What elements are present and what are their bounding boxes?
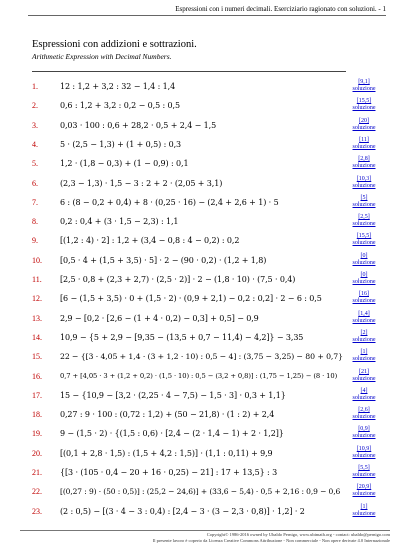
solution-label[interactable]: soluzione xyxy=(352,452,376,459)
solution-label[interactable]: soluzione xyxy=(352,356,376,363)
exercise-row xyxy=(0,389,400,407)
solution-link[interactable] xyxy=(352,349,376,363)
solution-link[interactable] xyxy=(352,79,376,93)
solution-label[interactable]: soluzione xyxy=(352,86,376,92)
solution-link[interactable] xyxy=(352,118,376,132)
exercise-number: 3. xyxy=(32,120,38,130)
exercise-row xyxy=(0,466,400,484)
solution-answer[interactable]: [2] xyxy=(360,329,368,336)
solution-label[interactable]: soluzione xyxy=(352,143,376,150)
solution-link[interactable] xyxy=(352,484,376,498)
solution-link[interactable] xyxy=(352,465,376,479)
exercise-row xyxy=(0,312,400,330)
exercise-expression: 9 − (1,5 · 2) · {(1,5 : 0,6) · [2,4 − (2 · 1,4 − 1) + 2 · 1,2]} xyxy=(60,429,284,439)
page-header: Espressioni con i numeri decimali. Eserciziario ragionato con soluzioni. - 1 xyxy=(28,5,386,16)
exercise-row xyxy=(0,80,400,98)
exercise-row xyxy=(0,196,400,214)
exercise-row xyxy=(0,292,400,310)
exercise-number: 16. xyxy=(32,371,42,381)
solution-answer[interactable]: [15,5] xyxy=(356,233,372,240)
exercise-row xyxy=(0,157,400,175)
exercise-expression: 22 − {[3 · 4,05 + 1,4 · (3 + 1,2 · 10) : 0,5 − 4] : (3,75 − 3,25) − 80 + 0,7} xyxy=(60,352,343,362)
exercise-expression: (2,3 − 1,3) · 1,5 − 3 : 2 + 2 · (2,05 + 3,1) xyxy=(60,178,223,188)
solution-link[interactable] xyxy=(352,291,376,305)
exercise-number: 18. xyxy=(32,410,42,420)
solution-answer[interactable]: [2,8] xyxy=(358,156,370,163)
exercise-number: 17. xyxy=(32,390,42,400)
exercise-expression: 0,6 : 1,2 + 3,2 : 0,2 − 0,5 : 0,5 xyxy=(60,101,180,111)
solution-label[interactable]: soluzione xyxy=(352,414,376,421)
exercise-number: 1. xyxy=(32,82,38,91)
exercise-number: 12. xyxy=(32,294,42,304)
exercise-row xyxy=(0,119,400,137)
title-divider xyxy=(32,71,346,72)
solution-label[interactable]: soluzione xyxy=(352,472,376,478)
solution-answer[interactable]: [1,4] xyxy=(358,310,370,317)
exercise-expression: 5 · (2,5 − 1,3) + (1 + 0,5) : 0,3 xyxy=(60,139,182,149)
exercise-expression: 2,9 − [0,2 · [2,6 − (1 + 4 · 0,2) − 0,3] + 0,5] − 0,9 xyxy=(60,313,259,323)
solution-link[interactable] xyxy=(352,156,376,170)
exercise-row xyxy=(0,331,400,349)
solution-link[interactable] xyxy=(352,98,376,112)
exercise-row xyxy=(0,215,400,233)
exercise-number: 5. xyxy=(32,159,38,169)
solution-link[interactable] xyxy=(352,407,376,421)
exercise-number: 22. xyxy=(32,487,42,497)
exercise-expression: 0,2 : 0,4 + (3 · 1,5 − 2,3) : 1,1 xyxy=(60,217,179,227)
solution-answer[interactable]: [10,9] xyxy=(356,445,372,452)
solution-label[interactable]: soluzione xyxy=(352,163,376,170)
solution-answer[interactable]: [21] xyxy=(359,368,369,375)
solution-answer[interactable]: [2,6] xyxy=(358,407,370,414)
exercise-number: 19. xyxy=(32,429,42,439)
exercise-number: 9. xyxy=(32,236,38,246)
solution-answer[interactable]: [0] xyxy=(360,272,368,278)
exercise-number: 6. xyxy=(32,178,38,188)
solution-answer[interactable]: [10,3] xyxy=(356,175,372,182)
solution-answer[interactable]: [5,5] xyxy=(358,465,370,471)
exercise-expression: 15 − {10,9 − [3,2 · (2,25 · 4 − 7,5) − 1,5 · 3] · 0,3 + 1,1} xyxy=(60,390,286,400)
solution-link[interactable] xyxy=(352,253,376,267)
footer-copyright: Copyright© 1986-2016 owned by Ubaldo Pernigo, www.ubimath.org - contact: ubaldo@pernigo.com xyxy=(206,532,390,537)
exercise-expression: 0,7 + [4,05 · 3 + (1,2 + 0,2) · (1,5 · 10) : 0,5 − (3,2 + 0,8)] : (1,75 − 1,25) − (8 · 10) xyxy=(60,371,338,380)
exercise-row xyxy=(0,408,400,426)
solution-label[interactable]: soluzione xyxy=(352,510,376,517)
solution-link[interactable] xyxy=(352,426,376,440)
solution-label[interactable]: soluzione xyxy=(352,317,376,324)
solution-link[interactable] xyxy=(352,388,376,402)
exercise-number: 8. xyxy=(32,217,38,227)
exercise-expression: 1,2 · (1,8 − 0,3) + (1 − 0,9) : 0,1 xyxy=(60,159,189,169)
solution-label[interactable]: soluzione xyxy=(352,491,376,498)
exercise-number: 20. xyxy=(32,448,42,458)
solution-answer[interactable]: [1] xyxy=(360,503,368,510)
solution-answer[interactable]: [0] xyxy=(360,252,368,259)
solution-link[interactable] xyxy=(352,330,376,344)
exercise-expression: 12 : 1,2 + 3,2 : 32 − 1,4 : 1,4 xyxy=(60,82,176,91)
exercise-number: 13. xyxy=(32,313,42,323)
exercise-row xyxy=(0,234,400,252)
solution-label[interactable]: soluzione xyxy=(352,240,376,247)
exercise-number: 2. xyxy=(32,101,38,111)
solution-label[interactable]: soluzione xyxy=(352,336,376,343)
exercise-expression: [(1,2 : 4) · 2] : 1,2 + (3,4 − 0,8 : 4 − 0,2) : 0,2 xyxy=(60,236,240,246)
exercise-row xyxy=(0,273,400,291)
solution-answer[interactable]: [5] xyxy=(360,194,368,201)
solution-answer[interactable]: [20] xyxy=(359,117,369,124)
exercise-expression: 6 : (8 − 0,2 + 0,4) + 8 · (0,25 · 16) − (2,4 + 2,6 + 1) · 5 xyxy=(60,197,279,207)
solution-label[interactable]: soluzione xyxy=(352,375,376,382)
solution-answer[interactable]: [20,9] xyxy=(356,484,372,491)
solution-answer[interactable]: [4] xyxy=(360,387,368,394)
solution-answer[interactable]: [15,5] xyxy=(356,98,372,105)
exercise-expression: [(0,27 : 9) · (50 : 0,5)] : (25,2 − 24,6)] + (33,6 − 5,4) · 0,5 + 2,16 : 0,9 − 0,6 xyxy=(60,487,341,497)
exercise-expression: 0,27 : 9 · 100 : (0,72 : 1,2) + (50 − 21,8) · (1 : 2) + 2,4 xyxy=(60,410,275,420)
solution-link[interactable] xyxy=(352,311,376,325)
solution-label[interactable]: soluzione xyxy=(352,182,376,189)
solution-answer[interactable]: [1] xyxy=(360,349,368,356)
exercise-expression: [6 − (1,5 + 3,5) · 0 + (1,5 · 2) · (0,9 + 2,1) − 0,2 : 0,2] · 2 − 6 : 0,5 xyxy=(60,294,322,304)
exercise-number: 21. xyxy=(32,468,42,477)
exercise-expression: 0,03 · 100 : 0,6 + 28,2 · 0,5 + 2,4 − 1,5 xyxy=(60,120,217,130)
exercise-expression: (2 : 0,5) − [(3 · 4 − 3 : 0,4) : [2,4 − 3 · (3 − 2,3 · 0,8)] · 1,2] · 2 xyxy=(60,506,305,516)
solution-link[interactable] xyxy=(352,176,376,190)
solution-label[interactable]: soluzione xyxy=(352,124,376,131)
exercise-row xyxy=(0,254,400,272)
exercise-row xyxy=(0,447,400,465)
solution-label[interactable]: soluzione xyxy=(352,105,376,112)
exercise-number: 10. xyxy=(32,255,42,265)
solution-answer[interactable]: [2,5] xyxy=(358,214,370,221)
exercise-row xyxy=(0,505,400,523)
exercise-expression: {[3 · (105 · 0,4 − 20 + 16 · 0,25) − 21] : 17 + 13,5} : 3 xyxy=(60,468,278,477)
solution-label[interactable]: soluzione xyxy=(352,394,376,401)
exercise-expression: [2,5 · 0,8 + (2,3 + 2,7) · (2,5 · 2)] · 2 − (1,8 · 10) · (7,5 · 0,4) xyxy=(60,275,296,284)
exercise-row xyxy=(0,177,400,195)
exercise-expression: 10,9 − {5 + 2,9 − [9,35 − (13,5 + 0,7 − 11,4) − 4,2]} − 3,35 xyxy=(60,332,304,342)
exercise-number: 4. xyxy=(32,139,38,149)
page-title: Espressioni con addizioni e sottrazioni. xyxy=(32,39,197,50)
exercise-row xyxy=(0,485,400,503)
exercise-expression: [0,5 · 4 + (1,5 + 3,5) · 5] · 2 − (90 · 0,2) · (1,2 + 1,8) xyxy=(60,255,267,265)
page-subtitle: Arithmetic Expression with Decimal Numbers. xyxy=(32,52,172,61)
solution-label[interactable]: soluzione xyxy=(352,259,376,266)
solution-label[interactable]: soluzione xyxy=(352,221,376,228)
solution-link[interactable] xyxy=(352,446,376,460)
solution-label[interactable]: soluzione xyxy=(352,298,376,305)
exercise-number: 14. xyxy=(32,332,42,342)
exercise-row xyxy=(0,99,400,117)
solution-link[interactable] xyxy=(352,137,376,151)
solution-link[interactable] xyxy=(352,233,376,247)
exercise-row xyxy=(0,350,400,368)
solution-label[interactable]: soluzione xyxy=(352,201,376,208)
exercise-number: 7. xyxy=(32,197,38,207)
solution-link[interactable] xyxy=(352,272,376,286)
solution-label[interactable]: soluzione xyxy=(352,433,376,440)
solution-link[interactable] xyxy=(352,214,376,228)
exercise-number: 15. xyxy=(32,352,42,362)
exercise-row xyxy=(0,427,400,445)
exercise-expression: [(0,1 + 2,8 · 1,5) : (1,5 + 4,2 : 1,5)] · (1,1 : 0,11) + 9,9 xyxy=(60,448,273,458)
exercise-row xyxy=(0,370,400,388)
solution-link[interactable] xyxy=(352,195,376,209)
solution-answer[interactable]: [11] xyxy=(359,136,369,143)
solution-link[interactable] xyxy=(352,369,376,383)
exercise-row xyxy=(0,138,400,156)
exercise-number: 23. xyxy=(32,506,42,516)
page-footer xyxy=(20,530,390,544)
solution-answer[interactable]: [9,1] xyxy=(358,79,370,85)
exercise-number: 11. xyxy=(32,275,42,284)
solution-answer[interactable]: [0,9] xyxy=(358,426,370,433)
footer-license: Il presente lavoro è coperto da Licenza Creative Commons Attribuzione - Non commerciale - Non opere derivate 4.0 Internazionale xyxy=(152,538,390,543)
solution-label[interactable]: soluzione xyxy=(352,279,376,285)
solution-link[interactable] xyxy=(352,504,376,518)
solution-answer[interactable]: [16] xyxy=(359,291,369,298)
